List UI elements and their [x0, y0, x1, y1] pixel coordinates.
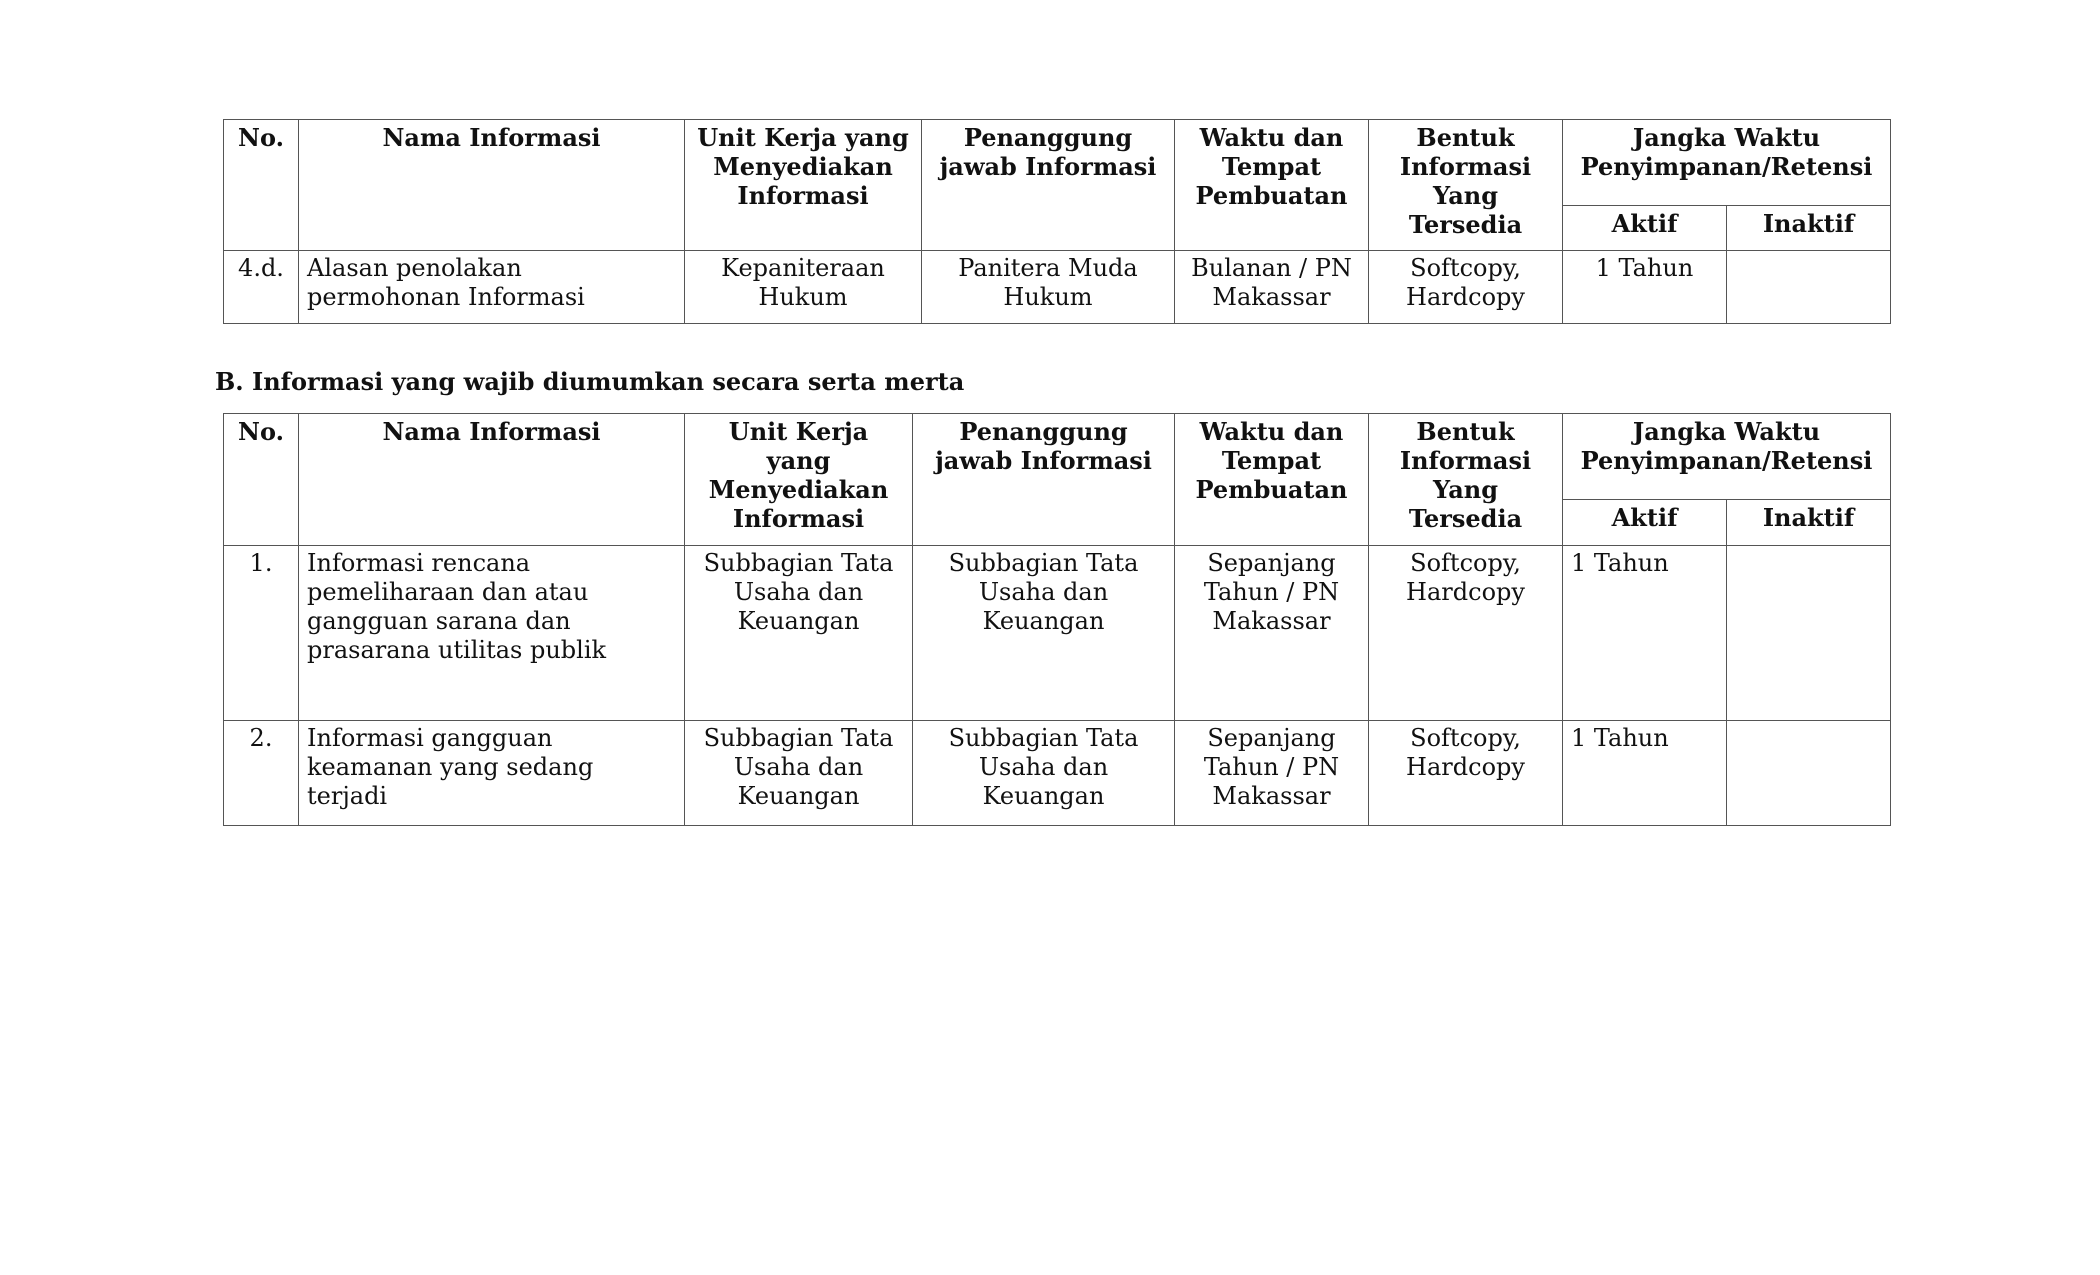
cell-nama-informasi: Alasan penolakan permohonan Informasi: [299, 251, 685, 324]
cell-penanggung-jawab: Subbagian Tata Usaha dan Keuangan: [913, 721, 1175, 826]
cell-no: 2.: [224, 721, 299, 826]
information-table-b: [223, 413, 1891, 826]
header-no: No.: [224, 120, 299, 251]
cell-aktif: 1 Tahun: [1563, 251, 1727, 324]
cell-penanggung-jawab: Subbagian Tata Usaha dan Keuangan: [913, 546, 1175, 721]
cell-no: 1.: [224, 546, 299, 721]
header-bentuk-informasi: Bentuk Informasi Yang Tersedia: [1369, 414, 1563, 546]
table-row: [224, 721, 1891, 826]
cell-penanggung-jawab: Panitera Muda Hukum: [922, 251, 1175, 324]
cell-unit-kerja: Subbagian Tata Usaha dan Keuangan: [685, 546, 913, 721]
header-waktu-tempat: Waktu dan Tempat Pembuatan: [1175, 414, 1369, 546]
cell-waktu-tempat: Bulanan / PN Makassar: [1175, 251, 1369, 324]
table-row: [224, 546, 1891, 721]
cell-unit-kerja: Subbagian Tata Usaha dan Keuangan: [685, 721, 913, 826]
header-nama-informasi: Nama Informasi: [299, 414, 685, 546]
cell-unit-kerja: Kepaniteraan Hukum: [685, 251, 922, 324]
cell-nama-informasi: Informasi rencana pemeliharaan dan atau gangguan sarana dan prasarana utilitas publik: [299, 546, 685, 721]
cell-bentuk-informasi: Softcopy, Hardcopy: [1369, 721, 1563, 826]
cell-inaktif: [1727, 721, 1891, 826]
cell-aktif: 1 Tahun: [1563, 546, 1727, 721]
header-no: No.: [224, 414, 299, 546]
information-table-a: [223, 119, 1891, 324]
header-nama-informasi: Nama Informasi: [299, 120, 685, 251]
header-penanggung-jawab: Penanggung jawab Informasi: [922, 120, 1175, 251]
cell-no: 4.d.: [224, 251, 299, 324]
cell-waktu-tempat: Sepanjang Tahun / PN Makassar: [1175, 721, 1369, 826]
header-jangka-waktu: Jangka Waktu Penyimpanan/Retensi: [1563, 414, 1891, 500]
cell-inaktif: [1727, 251, 1891, 324]
cell-inaktif: [1727, 546, 1891, 721]
cell-waktu-tempat: Sepanjang Tahun / PN Makassar: [1175, 546, 1369, 721]
header-inaktif: Inaktif: [1727, 500, 1891, 546]
cell-bentuk-informasi: Softcopy, Hardcopy: [1369, 251, 1563, 324]
header-bentuk-informasi: Bentuk Informasi Yang Tersedia: [1369, 120, 1563, 251]
header-unit-kerja: Unit Kerja yang Menyediakan Informasi: [685, 120, 922, 251]
header-aktif: Aktif: [1563, 206, 1727, 251]
header-jangka-waktu: Jangka Waktu Penyimpanan/Retensi: [1563, 120, 1891, 206]
table-row: [224, 251, 1891, 324]
header-aktif: Aktif: [1563, 500, 1727, 546]
cell-bentuk-informasi: Softcopy, Hardcopy: [1369, 546, 1563, 721]
header-waktu-tempat: Waktu dan Tempat Pembuatan: [1175, 120, 1369, 251]
cell-aktif: 1 Tahun: [1563, 721, 1727, 826]
header-unit-kerja: Unit Kerja yang Menyediakan Informasi: [685, 414, 913, 546]
section-b-heading: B. Informasi yang wajib diumumkan secara serta merta: [215, 367, 965, 396]
header-penanggung-jawab: Penanggung jawab Informasi: [913, 414, 1175, 546]
header-inaktif: Inaktif: [1727, 206, 1891, 251]
cell-nama-informasi: Informasi gangguan keamanan yang sedang terjadi: [299, 721, 685, 826]
